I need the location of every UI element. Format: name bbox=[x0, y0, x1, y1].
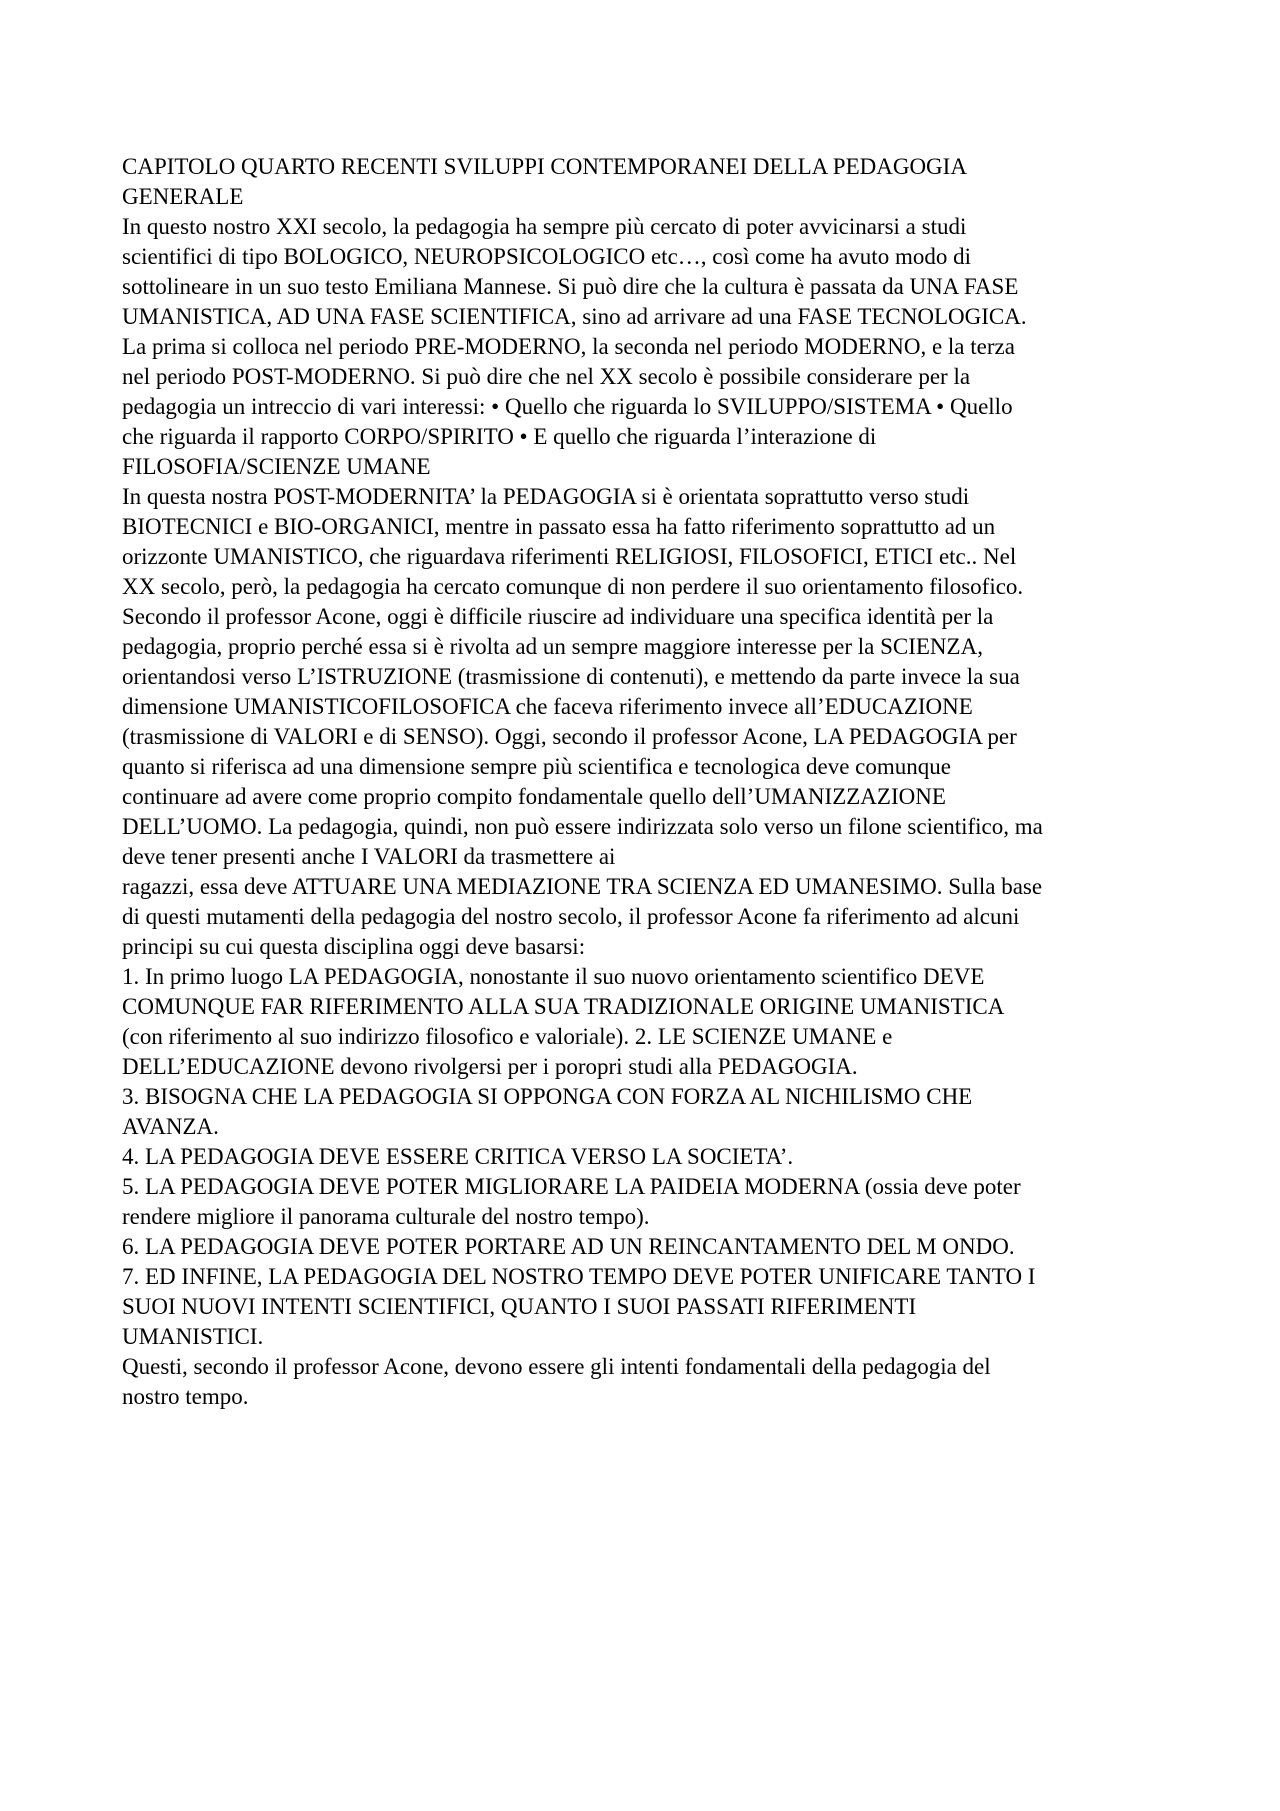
paragraph-line: pedagogia, proprio perché essa si è rivolta ad un sempre maggiore interesse per la SCIENZA, bbox=[122, 634, 983, 659]
list-item-line: 6. LA PEDAGOGIA DEVE POTER PORTARE AD UN REINCANTAMENTO DEL M ONDO. bbox=[122, 1234, 1015, 1259]
paragraph-line: nel periodo POST-MODERNO. Si può dire che nel XX secolo è possibile considerare per la bbox=[122, 364, 971, 389]
list-item-line: DELL’EDUCAZIONE devono rivolgersi per i poropri studi alla PEDAGOGIA. bbox=[122, 1054, 858, 1079]
paragraph-line: che riguarda il rapporto CORPO/SPIRITO • E quello che riguarda l’interazione di bbox=[122, 424, 877, 449]
chapter-title-line-1: CAPITOLO QUARTO RECENTI SVILUPPI CONTEMPORANEI DELLA PEDAGOGIA bbox=[122, 154, 967, 179]
list-item-line: 5. LA PEDAGOGIA DEVE POTER MIGLIORARE LA PAIDEIA MODERNA (ossia deve poter bbox=[122, 1174, 1021, 1199]
paragraph-line: deve tener presenti anche I VALORI da trasmettere ai bbox=[122, 844, 616, 869]
paragraph-line: pedagogia un intreccio di vari interessi: • Quello che riguarda lo SVILUPPO/SISTEMA • Quello bbox=[122, 394, 1013, 419]
list-item-line: 3. BISOGNA CHE LA PEDAGOGIA SI OPPONGA CON FORZA AL NICHILISMO CHE bbox=[122, 1084, 973, 1109]
paragraph-line: di questi mutamenti della pedagogia del nostro secolo, il professor Acone fa riferimento ad alcuni bbox=[122, 904, 1020, 929]
list-item-line: 4. LA PEDAGOGIA DEVE ESSERE CRITICA VERSO LA SOCIETA’. bbox=[122, 1144, 794, 1169]
paragraph-line: continuare ad avere come proprio compito fondamentale quello dell’UMANIZZAZIONE bbox=[122, 784, 946, 809]
paragraph-line: orientandosi verso L’ISTRUZIONE (trasmissione di contenuti), e mettendo da parte invece la sua bbox=[122, 664, 1020, 689]
list-item-line: SUOI NUOVI INTENTI SCIENTIFICI, QUANTO I SUOI PASSATI RIFERIMENTI bbox=[122, 1294, 917, 1319]
paragraph-line: orizzonte UMANISTICO, che riguardava riferimenti RELIGIOSI, FILOSOFICI, ETICI etc.. Nel bbox=[122, 544, 1017, 569]
paragraph-line: XX secolo, però, la pedagogia ha cercato comunque di non perdere il suo orientamento filosofico. bbox=[122, 574, 1024, 599]
paragraph-line: BIOTECNICI e BIO-ORGANICI, mentre in passato essa ha fatto riferimento soprattutto ad un bbox=[122, 514, 996, 539]
paragraph-line: Secondo il professor Acone, oggi è difficile riuscire ad individuare una specifica identità per la bbox=[122, 604, 994, 629]
paragraph-line: sottolineare in un suo testo Emiliana Mannese. Si può dire che la cultura è passata da UNA FASE bbox=[122, 274, 1019, 299]
list-item-line: rendere migliore il panorama culturale del nostro tempo). bbox=[122, 1204, 650, 1229]
paragraph-line: ragazzi, essa deve ATTUARE UNA MEDIAZIONE TRA SCIENZA ED UMANESIMO. Sulla base bbox=[122, 874, 1043, 899]
paragraph-line: (trasmissione di VALORI e di SENSO). Oggi, secondo il professor Acone, LA PEDAGOGIA per bbox=[122, 724, 1017, 749]
paragraph-line: UMANISTICA, AD UNA FASE SCIENTIFICA, sino ad arrivare ad una FASE TECNOLOGICA. bbox=[122, 304, 1027, 329]
list-item-line: COMUNQUE FAR RIFERIMENTO ALLA SUA TRADIZIONALE ORIGINE UMANISTICA bbox=[122, 994, 1005, 1019]
paragraph-line: DELL’UOMO. La pedagogia, quindi, non può essere indirizzata solo verso un filone scientifico, ma bbox=[122, 814, 1043, 839]
list-item-line: UMANISTICI. bbox=[122, 1324, 264, 1349]
closing-line: Questi, secondo il professor Acone, devono essere gli intenti fondamentali della pedagogia del bbox=[122, 1354, 991, 1379]
paragraph-line: scientifici di tipo BOLOGICO, NEUROPSICOLOGICO etc…, così come ha avuto modo di bbox=[122, 244, 971, 269]
list-item-line: AVANZA. bbox=[122, 1114, 219, 1139]
paragraph-line: La prima si colloca nel periodo PRE-MODERNO, la seconda nel periodo MODERNO, e la terza bbox=[122, 334, 1015, 359]
paragraph-line: FILOSOFIA/SCIENZE UMANE bbox=[122, 454, 431, 479]
paragraph-line: In questa nostra POST-MODERNITA’ la PEDAGOGIA si è orientata soprattutto verso studi bbox=[122, 484, 970, 509]
chapter-title-line-2: GENERALE bbox=[122, 184, 244, 209]
paragraph-line: quanto si riferisca ad una dimensione sempre più scientifica e tecnologica deve comunque bbox=[122, 754, 951, 779]
list-item-line: 7. ED INFINE, LA PEDAGOGIA DEL NOSTRO TEMPO DEVE POTER UNIFICARE TANTO I bbox=[122, 1264, 1036, 1289]
paragraph-line: dimensione UMANISTICOFILOSOFICA che faceva riferimento invece all’EDUCAZIONE bbox=[122, 694, 973, 719]
list-item-line: 1. In primo luogo LA PEDAGOGIA, nonostante il suo nuovo orientamento scientifico DEVE bbox=[122, 964, 985, 989]
list-item-line: (con riferimento al suo indirizzo filosofico e valoriale). 2. LE SCIENZE UMANE e bbox=[122, 1024, 893, 1049]
paragraph-line: principi su cui questa disciplina oggi deve basarsi: bbox=[122, 934, 586, 959]
closing-line: nostro tempo. bbox=[122, 1384, 249, 1409]
document-page bbox=[122, 152, 1172, 1412]
paragraph-line: In questo nostro XXI secolo, la pedagogia ha sempre più cercato di poter avvicinarsi a studi bbox=[122, 214, 967, 239]
